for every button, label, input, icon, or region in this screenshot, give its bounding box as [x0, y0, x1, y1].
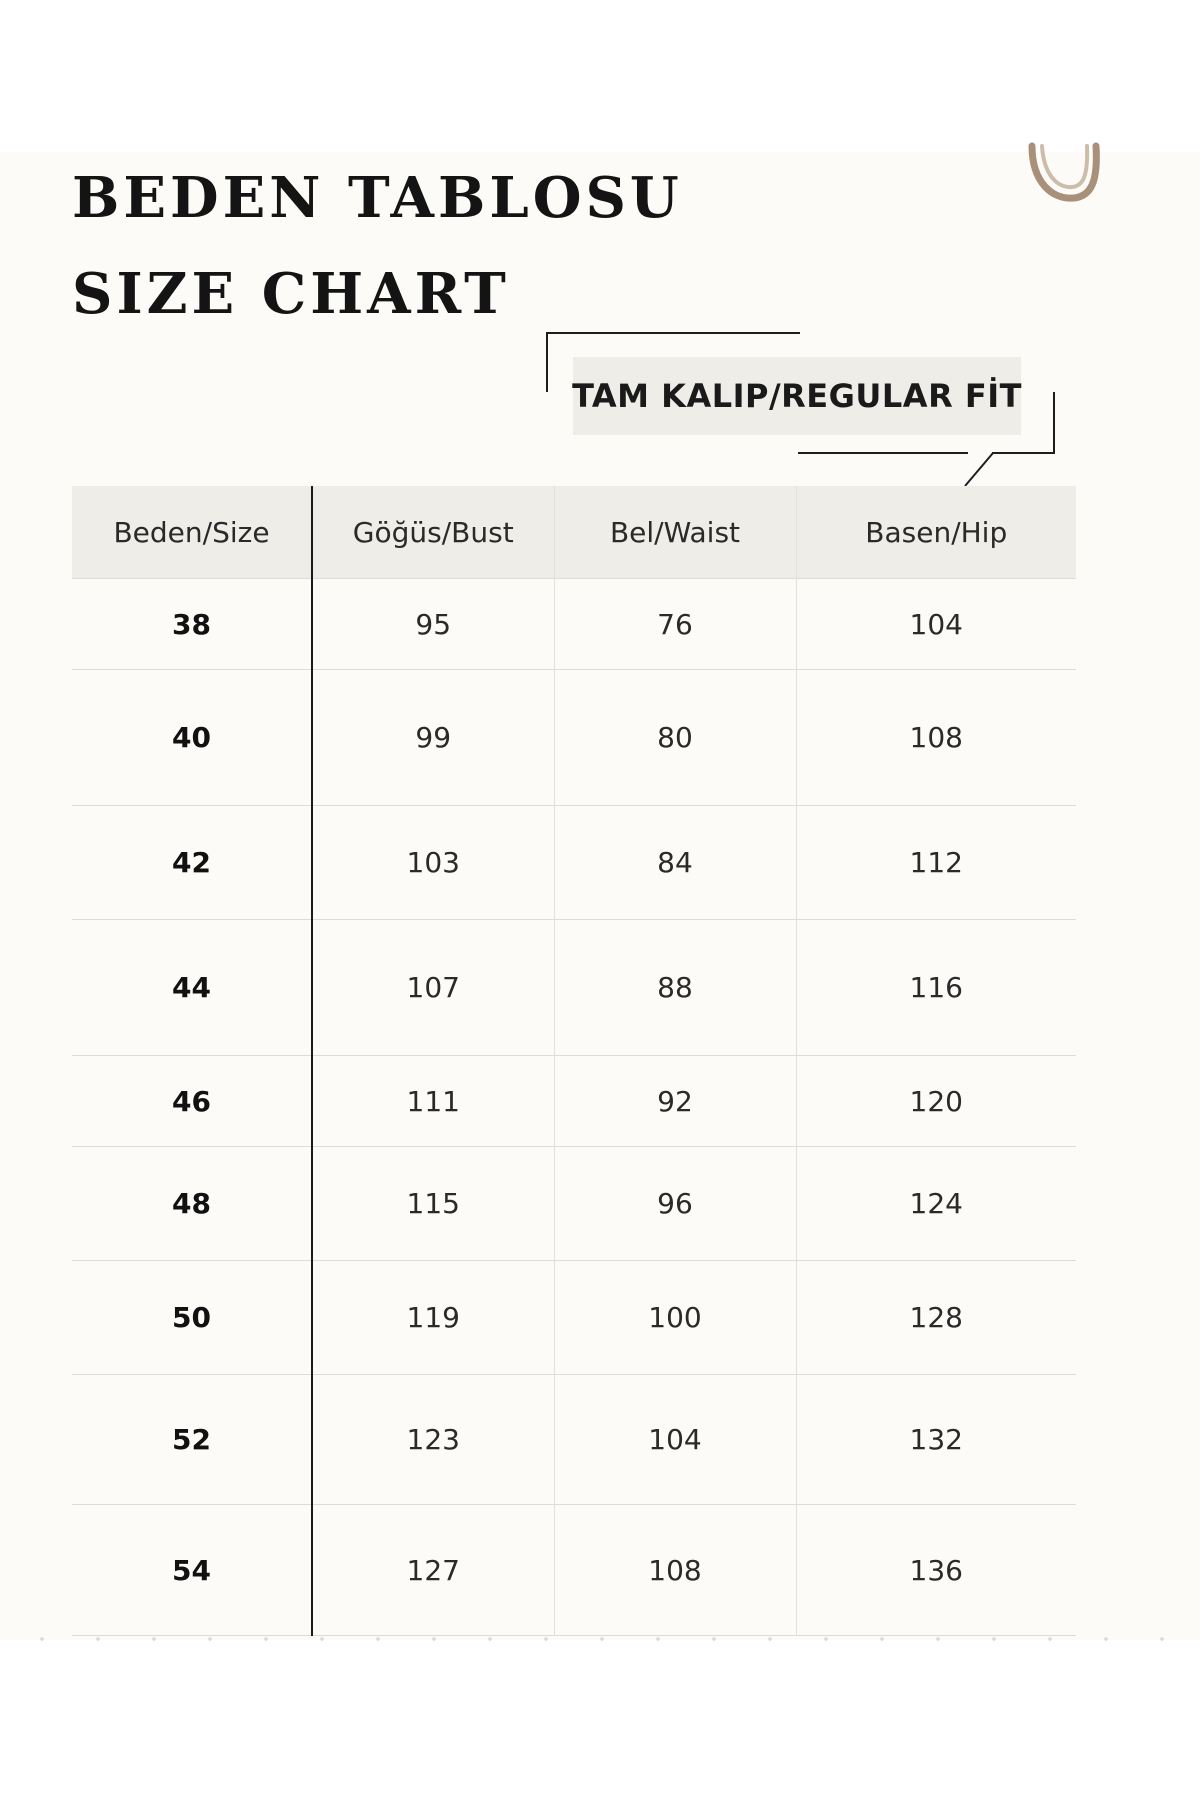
hip-cell: 116 — [796, 920, 1076, 1056]
fit-frame-left-line — [546, 332, 548, 392]
bust-cell: 103 — [312, 806, 554, 920]
bust-cell: 119 — [312, 1261, 554, 1375]
table-header-row — [72, 486, 1076, 579]
bust-cell: 115 — [312, 1147, 554, 1261]
hip-cell: 124 — [796, 1147, 1076, 1261]
hip-cell: 132 — [796, 1375, 1076, 1505]
table-row — [72, 670, 1076, 806]
size-cell: 44 — [72, 920, 312, 1056]
size-cell: 46 — [72, 1056, 312, 1147]
hip-cell: 112 — [796, 806, 1076, 920]
size-cell: 52 — [72, 1375, 312, 1505]
column-header-waist: Bel/Waist — [554, 486, 796, 579]
waist-cell: 88 — [554, 920, 796, 1056]
waist-cell: 80 — [554, 670, 796, 806]
table-row — [72, 1261, 1076, 1375]
page-title-en: SIZE CHART — [72, 261, 510, 327]
table-row — [72, 1375, 1076, 1505]
column-header-bust: Göğüs/Bust — [312, 486, 554, 579]
size-cell: 38 — [72, 579, 312, 670]
hip-cell: 108 — [796, 670, 1076, 806]
table-row — [72, 806, 1076, 920]
hip-cell: 104 — [796, 579, 1076, 670]
page-title-tr: BEDEN TABLOSU — [72, 165, 683, 231]
bust-cell: 111 — [312, 1056, 554, 1147]
table-row — [72, 1056, 1076, 1147]
waist-cell: 100 — [554, 1261, 796, 1375]
table-row — [72, 920, 1076, 1056]
hanger-icon — [1020, 142, 1110, 212]
hip-cell: 136 — [796, 1505, 1076, 1636]
fit-frame-diagonal-line — [960, 450, 1000, 490]
table-row — [72, 1505, 1076, 1636]
size-cell: 40 — [72, 670, 312, 806]
fit-frame-top-line — [546, 332, 800, 334]
table-row — [72, 1147, 1076, 1261]
column-header-size: Beden/Size — [72, 486, 312, 579]
size-cell: 48 — [72, 1147, 312, 1261]
fit-frame-bottom-right-line — [992, 452, 1054, 454]
waist-cell: 84 — [554, 806, 796, 920]
waist-cell: 108 — [554, 1505, 796, 1636]
fit-label: TAM KALIP/REGULAR FİT — [573, 357, 1021, 435]
bust-cell: 127 — [312, 1505, 554, 1636]
waist-cell: 104 — [554, 1375, 796, 1505]
table-row — [72, 579, 1076, 670]
hip-cell: 120 — [796, 1056, 1076, 1147]
bust-cell: 123 — [312, 1375, 554, 1505]
dotted-divider — [0, 1636, 1200, 1642]
waist-cell: 96 — [554, 1147, 796, 1261]
waist-cell: 76 — [554, 579, 796, 670]
column-header-hip: Basen/Hip — [796, 486, 1076, 579]
size-cell: 54 — [72, 1505, 312, 1636]
fit-frame-bottom-line — [798, 452, 968, 454]
bust-cell: 107 — [312, 920, 554, 1056]
size-table — [72, 486, 1076, 1636]
bust-cell: 99 — [312, 670, 554, 806]
size-cell: 50 — [72, 1261, 312, 1375]
bust-cell: 95 — [312, 579, 554, 670]
fit-frame-right-line — [1053, 392, 1055, 454]
hip-cell: 128 — [796, 1261, 1076, 1375]
waist-cell: 92 — [554, 1056, 796, 1147]
size-cell: 42 — [72, 806, 312, 920]
